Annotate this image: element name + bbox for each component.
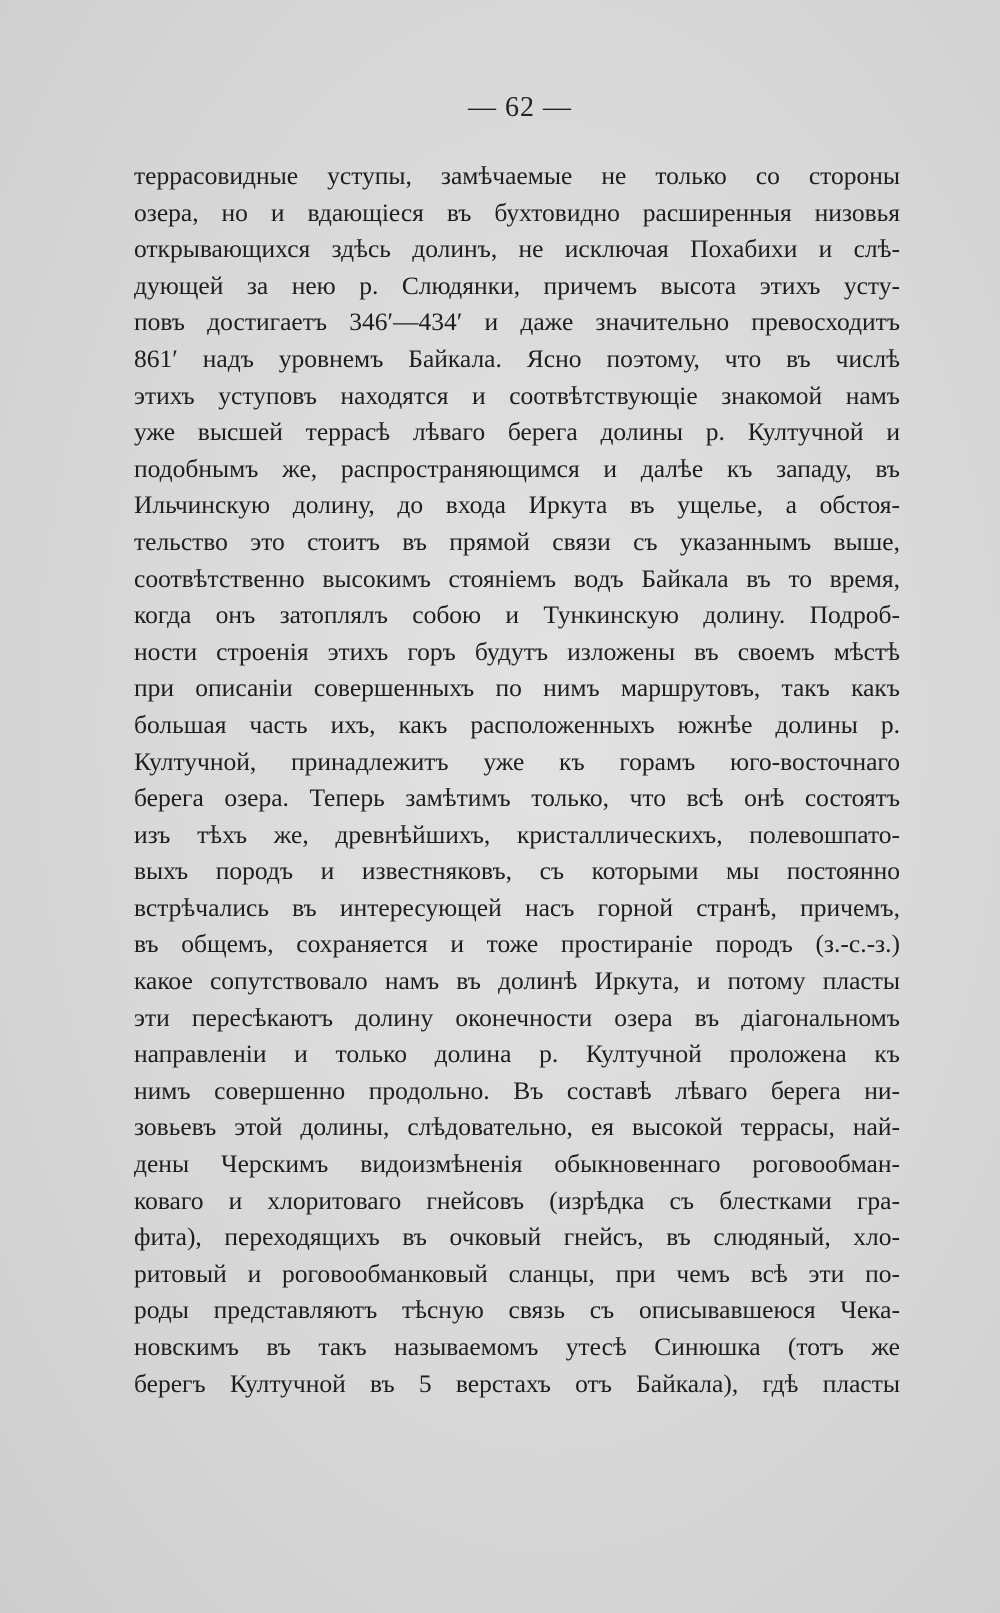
- text-line: берега озера. Теперь замѣтимъ только, что всѣ онѣ состоятъ: [134, 783, 900, 813]
- text-line: дующей за нею р. Слюдянки, причемъ высота этихъ усту-: [134, 270, 900, 300]
- text-line: подобнымъ же, распространяющимся и далѣе къ западу, въ: [134, 453, 900, 483]
- text-line: тельство это стоитъ въ прямой связи съ указаннымъ выше,: [134, 526, 900, 556]
- text-line: дены Черскимъ видоизмѣненія обыкновеннаго роговообман-: [134, 1149, 900, 1179]
- text-line: озера, но и вдающіеся въ бухтовидно расширенныя низовья: [134, 197, 900, 227]
- text-line: изъ тѣхъ же, древнѣйшихъ, кристаллическихъ, полевошпато-: [134, 819, 900, 849]
- text-line: уже высшей террасѣ лѣваго берега долины р. Култучной и: [134, 417, 900, 447]
- text-line: нимъ совершенно продольно. Въ составѣ лѣваго берега ни-: [134, 1075, 900, 1105]
- text-line: берегъ Култучной въ 5 верстахъ отъ Байкала), гдѣ пласты: [134, 1368, 900, 1398]
- text-line: Култучной, принадлежитъ уже къ горамъ юго-восточнаго: [134, 746, 900, 776]
- text-line: роды представляютъ тѣсную связь съ описывавшеюся Чека-: [134, 1295, 900, 1325]
- text-line: зовьевъ этой долины, слѣдовательно, ея высокой террасы, най-: [134, 1112, 900, 1142]
- text-line: повъ достигаетъ 346′—434′ и даже значительно превосходитъ: [134, 307, 900, 337]
- page-number: — 62 —: [468, 92, 572, 123]
- text-line: большая часть ихъ, какъ расположенныхъ южнѣе долины р.: [134, 709, 900, 739]
- text-line: фита), переходящихъ въ очковый гнейсъ, въ слюдяный, хло-: [134, 1222, 900, 1252]
- text-line: выхъ породъ и известняковъ, съ которыми мы постоянно: [134, 856, 900, 886]
- text-line: при описаніи совершенныхъ по нимъ маршрутовъ, такъ какъ: [134, 673, 900, 703]
- body-text: [134, 158, 900, 1402]
- text-line: ритовый и роговообманковый сланцы, при чемъ всѣ эти по-: [134, 1258, 900, 1288]
- text-line: новскимъ въ такъ называемомъ утесѣ Синюшка (тотъ же: [134, 1332, 900, 1361]
- text-line: какое сопутствовало намъ въ долинѣ Иркута, и потому пласты: [134, 966, 900, 996]
- text-line: направленіи и только долина р. Култучной проложена къ: [134, 1039, 900, 1069]
- text-line: Ильчинскую долину, до входа Иркута въ ущелье, а обстоя-: [134, 490, 900, 520]
- text-line: эти пересѣкаютъ долину оконечности озера въ діагональномъ: [134, 1002, 900, 1032]
- text-line: когда онъ затоплялъ собою и Тункинскую долину. Подроб-: [134, 600, 900, 630]
- text-line: въ общемъ, сохраняется и тоже простираніе породъ (з.-с.-з.): [134, 929, 900, 959]
- text-line: коваго и хлоритоваго гнейсовъ (изрѣдка съ блестками гра-: [134, 1185, 900, 1215]
- text-line: ности строенія этихъ горъ будутъ изложены въ своемъ мѣстѣ: [134, 636, 900, 666]
- text-line: открывающихся здѣсь долинъ, не исключая Похабихи и слѣ-: [134, 234, 900, 264]
- text-line: этихъ уступовъ находятся и соотвѣтствующіе знакомой намъ: [134, 380, 900, 410]
- text-line: соотвѣтственно высокимъ стояніемъ водъ Байкала въ то время,: [134, 563, 900, 593]
- text-line: встрѣчались въ интересующей насъ горной странѣ, причемъ,: [134, 892, 900, 922]
- text-line: 861′ надъ уровнемъ Байкала. Ясно поэтому, что въ числѣ: [134, 343, 900, 373]
- text-line: террасовидные уступы, замѣчаемые не только со стороны: [134, 161, 900, 190]
